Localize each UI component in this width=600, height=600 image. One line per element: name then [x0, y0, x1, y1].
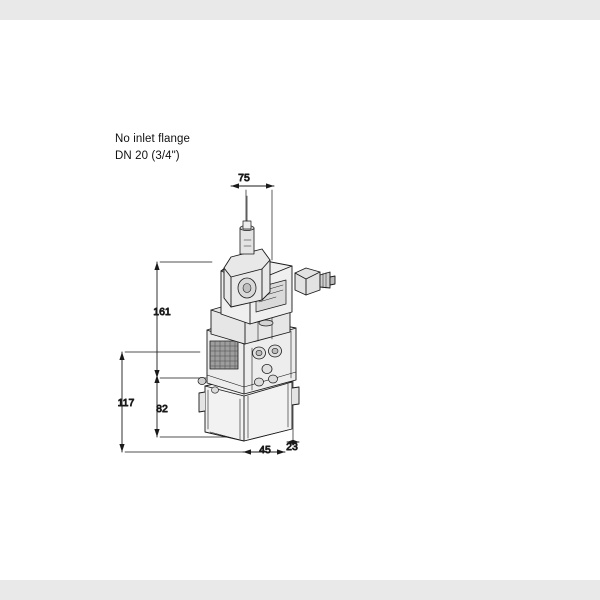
- dimension-75-label: 75: [238, 172, 250, 184]
- electrical-connector: [295, 268, 335, 295]
- top-stem: [240, 196, 254, 254]
- dimension-161-label: 161: [153, 306, 171, 318]
- dimension-45-label: 45: [259, 444, 271, 456]
- dimension-23-label: 23: [286, 441, 298, 453]
- annotation-line-2: DN 20 (3/4"): [115, 150, 180, 162]
- dimension-161: [154, 262, 212, 378]
- actuator-top-cylinder: [224, 249, 270, 307]
- dimension-117-label: 117: [117, 397, 135, 409]
- annotation-line-1: No inlet flange: [115, 133, 191, 145]
- dimension-82-label: 82: [156, 403, 168, 415]
